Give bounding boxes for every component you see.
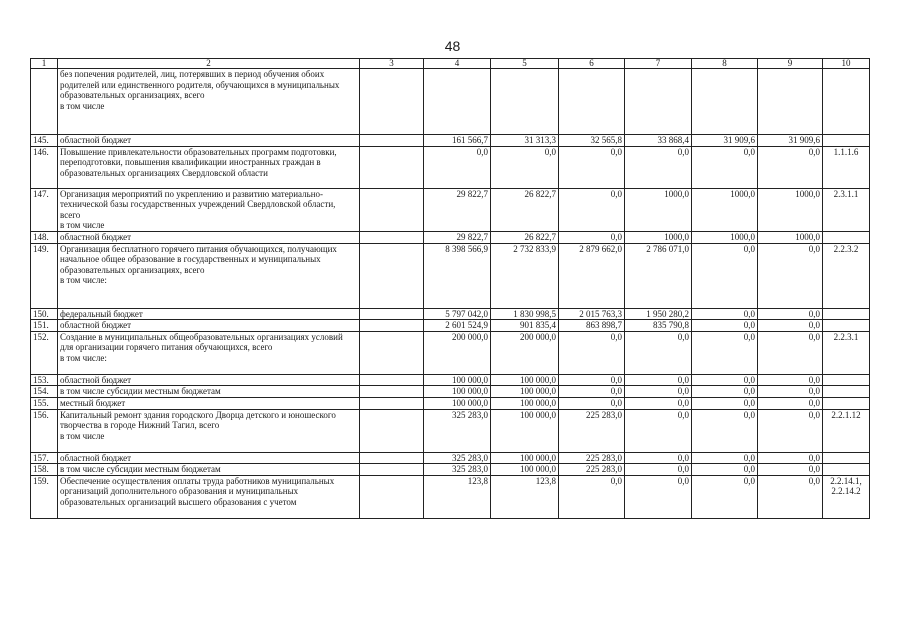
table-row (31, 409, 870, 452)
column-header: 9 (758, 59, 823, 69)
cell-col10 (823, 69, 870, 135)
cell-col8: 0,0 (692, 331, 758, 374)
cell-col7: 1000,0 (625, 188, 692, 231)
cell-col9: 0,0 (758, 475, 823, 518)
cell-col4: 5 797 042,0 (424, 308, 491, 320)
row-number: 158. (31, 464, 58, 476)
row-number: 148. (31, 231, 58, 243)
row-number: 145. (31, 135, 58, 147)
cell-col9: 31 909,6 (758, 135, 823, 147)
cell-col7: 1000,0 (625, 231, 692, 243)
cell-col3 (360, 331, 424, 374)
cell-col4: 100 000,0 (424, 397, 491, 409)
cell-col9: 0,0 (758, 331, 823, 374)
cell-col10 (823, 320, 870, 332)
table-body (31, 69, 870, 519)
cell-col5: 2 732 833,9 (491, 243, 559, 308)
cell-col7: 0,0 (625, 409, 692, 452)
cell-col6 (559, 69, 625, 135)
cell-col6: 0,0 (559, 397, 625, 409)
table-row (31, 146, 870, 188)
cell-col7: 0,0 (625, 374, 692, 386)
cell-col4: 8 398 566,9 (424, 243, 491, 308)
cell-col6: 863 898,7 (559, 320, 625, 332)
cell-col7: 0,0 (625, 146, 692, 188)
cell-col4: 161 566,7 (424, 135, 491, 147)
cell-col5 (491, 69, 559, 135)
cell-col6: 2 015 763,3 (559, 308, 625, 320)
cell-col4: 0,0 (424, 146, 491, 188)
cell-col7: 0,0 (625, 397, 692, 409)
cell-col6: 0,0 (559, 475, 625, 518)
cell-col7: 1 950 280,2 (625, 308, 692, 320)
row-number: 149. (31, 243, 58, 308)
column-header: 2 (58, 59, 360, 69)
cell-col8: 0,0 (692, 308, 758, 320)
table-row (31, 374, 870, 386)
row-number: 156. (31, 409, 58, 452)
column-header: 4 (424, 59, 491, 69)
cell-col6: 0,0 (559, 386, 625, 398)
cell-col3 (360, 475, 424, 518)
cell-col9 (758, 69, 823, 135)
row-name: Организация мероприятий по укреплению и развитию материально-технической базы государственных учреждений Свердловской области, всего в том числе (58, 188, 360, 231)
cell-col5: 100 000,0 (491, 452, 559, 464)
cell-col7: 0,0 (625, 464, 692, 476)
cell-col10 (823, 135, 870, 147)
row-name: местный бюджет (58, 397, 360, 409)
cell-col8: 0,0 (692, 464, 758, 476)
row-name: областной бюджет (58, 452, 360, 464)
cell-col7: 835 790,8 (625, 320, 692, 332)
cell-col4: 123,8 (424, 475, 491, 518)
cell-col4: 29 822,7 (424, 188, 491, 231)
column-header: 8 (692, 59, 758, 69)
cell-col7: 0,0 (625, 331, 692, 374)
cell-col5: 31 313,3 (491, 135, 559, 147)
cell-col10 (823, 374, 870, 386)
cell-col5: 100 000,0 (491, 409, 559, 452)
row-name: Повышение привлекательности образовательных программ подготовки, переподготовки, повышения квалификации иностранных граждан в образовательных организациях Свердловской области (58, 146, 360, 188)
column-header: 5 (491, 59, 559, 69)
cell-col8: 0,0 (692, 409, 758, 452)
header-row (31, 59, 870, 69)
cell-col3 (360, 320, 424, 332)
cell-col6: 32 565,8 (559, 135, 625, 147)
row-name: областной бюджет (58, 374, 360, 386)
table-row (31, 243, 870, 308)
cell-col4: 325 283,0 (424, 464, 491, 476)
cell-col9: 0,0 (758, 452, 823, 464)
cell-col3 (360, 452, 424, 464)
cell-col7: 0,0 (625, 452, 692, 464)
row-name: федеральный бюджет (58, 308, 360, 320)
cell-col10: 2.2.1.12 (823, 409, 870, 452)
row-number: 153. (31, 374, 58, 386)
cell-col8: 0,0 (692, 386, 758, 398)
cell-col5: 100 000,0 (491, 397, 559, 409)
cell-col4: 325 283,0 (424, 452, 491, 464)
cell-col3 (360, 188, 424, 231)
table-row (31, 320, 870, 332)
cell-col10 (823, 452, 870, 464)
table-row (31, 188, 870, 231)
column-header: 6 (559, 59, 625, 69)
row-number (31, 69, 58, 135)
cell-col7: 0,0 (625, 386, 692, 398)
cell-col3 (360, 386, 424, 398)
cell-col3 (360, 146, 424, 188)
cell-col9: 1000,0 (758, 188, 823, 231)
cell-col3 (360, 231, 424, 243)
row-number: 157. (31, 452, 58, 464)
cell-col8: 0,0 (692, 475, 758, 518)
cell-col3 (360, 374, 424, 386)
table-row (31, 452, 870, 464)
cell-col7: 33 868,4 (625, 135, 692, 147)
row-name: областной бюджет (58, 320, 360, 332)
cell-col8: 0,0 (692, 397, 758, 409)
column-header: 1 (31, 59, 58, 69)
cell-col4: 325 283,0 (424, 409, 491, 452)
cell-col10 (823, 464, 870, 476)
cell-col10: 2.2.14.1, 2.2.14.2 (823, 475, 870, 518)
cell-col10: 2.3.1.1 (823, 188, 870, 231)
row-name: областной бюджет (58, 231, 360, 243)
cell-col5: 26 822,7 (491, 231, 559, 243)
cell-col5: 26 822,7 (491, 188, 559, 231)
cell-col9: 0,0 (758, 320, 823, 332)
table-row (31, 308, 870, 320)
row-name: Создание в муниципальных общеобразовательных организациях условий для организации горячего питания обучающихся, всего в том числе: (58, 331, 360, 374)
column-header: 3 (360, 59, 424, 69)
cell-col8: 0,0 (692, 452, 758, 464)
cell-col8: 0,0 (692, 243, 758, 308)
cell-col5: 1 830 998,5 (491, 308, 559, 320)
cell-col8: 0,0 (692, 146, 758, 188)
row-name: в том числе субсидии местным бюджетам (58, 386, 360, 398)
cell-col5: 0,0 (491, 146, 559, 188)
row-name: областной бюджет (58, 135, 360, 147)
cell-col8 (692, 69, 758, 135)
table-row (31, 464, 870, 476)
cell-col6: 0,0 (559, 374, 625, 386)
cell-col6: 0,0 (559, 188, 625, 231)
cell-col9: 0,0 (758, 308, 823, 320)
cell-col4: 200 000,0 (424, 331, 491, 374)
cell-col9: 0,0 (758, 374, 823, 386)
cell-col6: 225 283,0 (559, 409, 625, 452)
cell-col9: 1000,0 (758, 231, 823, 243)
cell-col10 (823, 397, 870, 409)
cell-col5: 100 000,0 (491, 374, 559, 386)
cell-col6: 0,0 (559, 331, 625, 374)
cell-col8: 31 909,6 (692, 135, 758, 147)
cell-col4: 29 822,7 (424, 231, 491, 243)
cell-col9: 0,0 (758, 397, 823, 409)
cell-col9: 0,0 (758, 464, 823, 476)
cell-col6: 225 283,0 (559, 464, 625, 476)
row-number: 152. (31, 331, 58, 374)
cell-col3 (360, 397, 424, 409)
row-name: Капитальный ремонт здания городского Дворца детского и юношеского творчества в городе Нижний Тагил, всего в том числе (58, 409, 360, 452)
page-number: 48 (444, 38, 461, 54)
cell-col3 (360, 308, 424, 320)
cell-col5: 200 000,0 (491, 331, 559, 374)
cell-col4: 100 000,0 (424, 374, 491, 386)
table-row (31, 69, 870, 135)
cell-col9: 0,0 (758, 386, 823, 398)
cell-col3 (360, 135, 424, 147)
cell-col3 (360, 409, 424, 452)
cell-col6: 2 879 662,0 (559, 243, 625, 308)
cell-col8: 1000,0 (692, 231, 758, 243)
column-header: 10 (823, 59, 870, 69)
row-name: Обеспечение осуществления оплаты труда работников муниципальных организаций дополнительного образования и муниципальных образовательных организаций высшего образования с учетом (58, 475, 360, 518)
row-number: 147. (31, 188, 58, 231)
table-row (31, 397, 870, 409)
cell-col8: 0,0 (692, 320, 758, 332)
cell-col10: 1.1.1.6 (823, 146, 870, 188)
row-name: Организация бесплатного горячего питания обучающихся, получающих начальное общее образование в государственных и муниципальных образовательных организациях, всего в том числе: (58, 243, 360, 308)
table-row (31, 475, 870, 518)
cell-col10 (823, 386, 870, 398)
cell-col3 (360, 69, 424, 135)
cell-col4: 2 601 524,9 (424, 320, 491, 332)
cell-col6: 0,0 (559, 146, 625, 188)
cell-col7 (625, 69, 692, 135)
cell-col5: 100 000,0 (491, 464, 559, 476)
row-number: 159. (31, 475, 58, 518)
row-number: 154. (31, 386, 58, 398)
cell-col10: 2.2.3.2 (823, 243, 870, 308)
cell-col10 (823, 231, 870, 243)
row-name: в том числе субсидии местным бюджетам (58, 464, 360, 476)
row-name: без попечения родителей, лиц, потерявших в период обучения обоих родителей или единственного родителя, обучающихся в муниципальных образовательных организациях, всего в том числе (58, 69, 360, 135)
cell-col9: 0,0 (758, 409, 823, 452)
cell-col10: 2.2.3.1 (823, 331, 870, 374)
cell-col8: 1000,0 (692, 188, 758, 231)
row-number: 151. (31, 320, 58, 332)
cell-col7: 2 786 071,0 (625, 243, 692, 308)
table-row (31, 386, 870, 398)
row-number: 146. (31, 146, 58, 188)
cell-col3 (360, 464, 424, 476)
table-row (31, 231, 870, 243)
cell-col8: 0,0 (692, 374, 758, 386)
cell-col6: 0,0 (559, 231, 625, 243)
cell-col7: 0,0 (625, 475, 692, 518)
column-header: 7 (625, 59, 692, 69)
budget-table (30, 58, 870, 519)
cell-col5: 901 835,4 (491, 320, 559, 332)
cell-col5: 123,8 (491, 475, 559, 518)
cell-col6: 225 283,0 (559, 452, 625, 464)
row-number: 150. (31, 308, 58, 320)
cell-col5: 100 000,0 (491, 386, 559, 398)
row-number: 155. (31, 397, 58, 409)
cell-col3 (360, 243, 424, 308)
table-row (31, 331, 870, 374)
cell-col4 (424, 69, 491, 135)
cell-col9: 0,0 (758, 146, 823, 188)
table-row (31, 135, 870, 147)
cell-col9: 0,0 (758, 243, 823, 308)
cell-col4: 100 000,0 (424, 386, 491, 398)
cell-col10 (823, 308, 870, 320)
